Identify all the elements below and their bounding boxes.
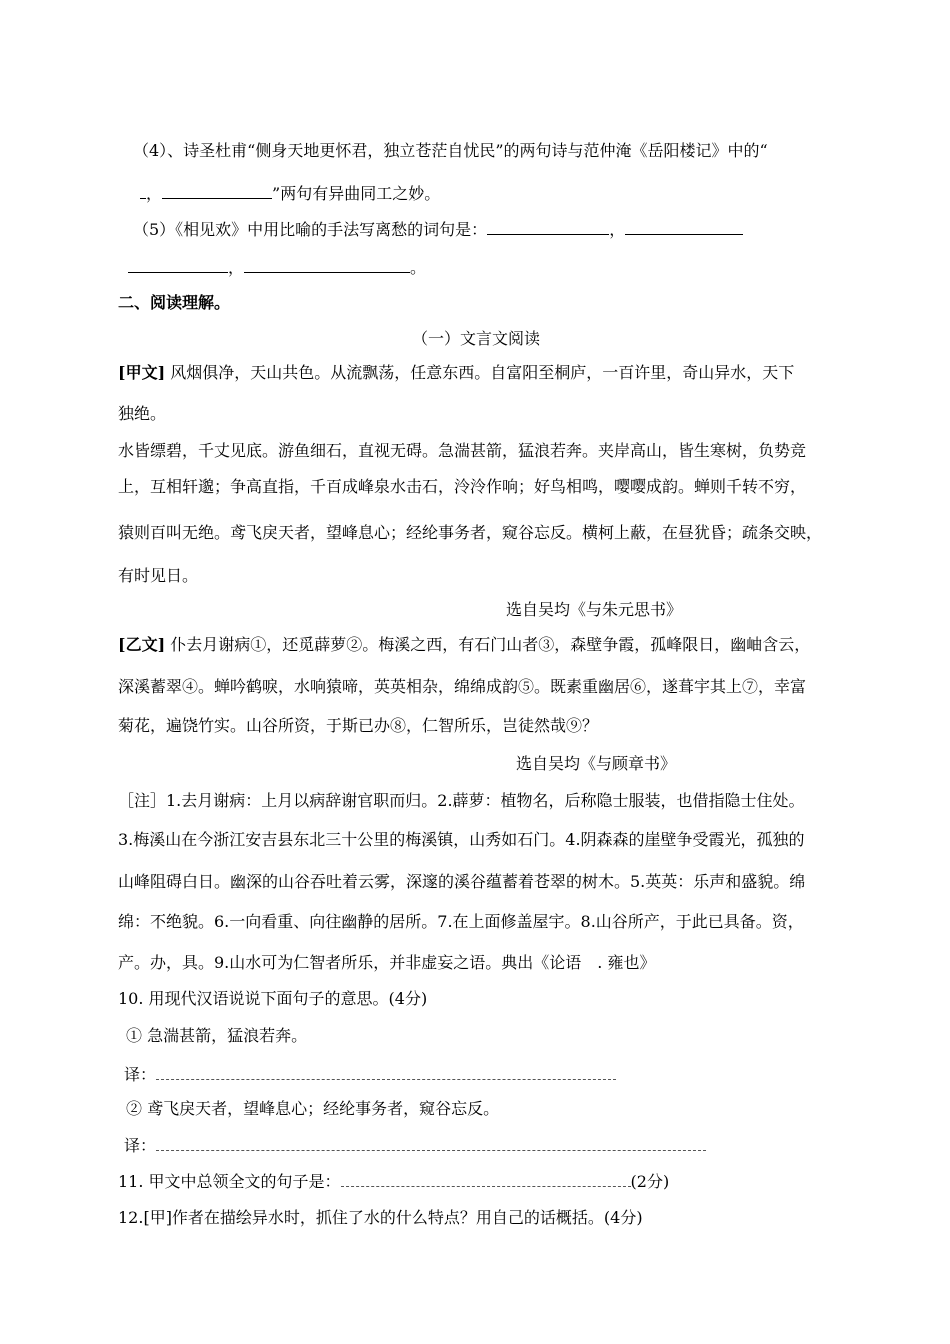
q10-trans1-answer-line[interactable]: [156, 1063, 616, 1080]
q5-blank-4[interactable]: [244, 256, 410, 273]
q10-stem: 10. 用现代汉语说说下面句子的意思。(4分): [118, 989, 428, 1008]
subsection-title: （一）文言文阅读: [412, 329, 541, 348]
notes-line5: 产。办，具。9.山水可为仁智者所乐，并非虚妄之语。典出《论语 . 雍也》: [118, 953, 656, 972]
yi-text-1: 仆去月谢病①，还觅薜萝②。梅溪之西，有石门山者③，森壁争霞，孤峰限日，幽岫含云，: [170, 635, 811, 654]
jia-line4: 上，互相轩邈；争高直指，千百成峰泉水击石，泠泠作响；好鸟相鸣，嘤嘤成韵。蝉则千转不穷，: [118, 477, 807, 496]
q5-text: （5）《相见欢》中用比喻的手法写离愁的词句是：: [133, 220, 488, 239]
yi-line2: 深溪蓄翠④。蝉吟鹤唳，水响猿啼，英英相杂，绵绵成韵⑤。既素重幽居⑥，遂葺宇其上⑦，幸富: [118, 677, 807, 696]
q4-comma: ，: [146, 184, 163, 203]
q4-line1: [133, 140, 768, 162]
q10-trans2: [124, 1134, 706, 1157]
q11-line: [118, 1170, 669, 1193]
q10-item2: ② 鸢飞戾天者，望峰息心；经纶事务者，窥谷忘反。: [126, 1099, 500, 1118]
jia-line3: 水皆缥碧，千丈见底。游鱼细石，直视无碍。急湍甚箭，猛浪若奔。夹岸高山，皆生寒树，负势竞: [118, 441, 807, 460]
jia-line2: 独绝。: [118, 404, 167, 423]
jia-source: 选自吴均《与朱元思书》: [506, 600, 683, 619]
q10-trans1: [124, 1063, 616, 1086]
q5-line2: [128, 256, 426, 279]
jia-text-1: 风烟俱净，天山共色。从流飘荡，任意东西。自富阳至桐庐，一百许里，奇山异水，天下: [170, 363, 795, 382]
q11-answer-line[interactable]: [341, 1170, 631, 1187]
q4-line2: [140, 182, 440, 205]
q4-blank-2[interactable]: [162, 182, 272, 199]
q5-line1: [133, 218, 743, 241]
q4-text: （4）、诗圣杜甫“侧身天地更怀君，独立苍茫自忧民”的两句诗与范仲淹《岳阳楼记》中的“: [133, 141, 768, 160]
q5-blank-3[interactable]: [128, 256, 228, 273]
q10-trans2-answer-line[interactable]: [156, 1134, 706, 1151]
q5-comma2: ，: [228, 258, 245, 277]
q11-stem: 11. 甲文中总领全文的句子是：: [118, 1172, 341, 1191]
jia-line5: 猿则百叫无绝。鸢飞戾天者，望峰息心；经纶事务者，窥谷忘反。横柯上蔽，在昼犹昏；疏条交映，: [118, 523, 823, 542]
q5-comma1: ，: [609, 220, 626, 239]
notes-line3: 山峰阻碍白日。幽深的山谷吞吐着云雾，深邃的溪谷蕴蓄着苍翠的树木。5.英英：乐声和盛貌。绵: [118, 872, 806, 891]
q10-trans1-label: 译：: [124, 1065, 157, 1084]
q11-score: (2分): [630, 1172, 670, 1191]
notes-line2: 3.梅溪山在今浙江安吉县东北三十公里的梅溪镇，山秀如石门。4.阴森森的崖壁争受霞光，孤独的: [118, 830, 805, 849]
jia-line1: [118, 362, 794, 384]
q4-end-text: ”两句有异曲同工之妙。: [272, 184, 441, 203]
notes-line4: 绵：不绝貌。6.一向看重、向往幽静的居所。7.在上面修盖屋宇。8.山谷所产，于此已具备。资，: [118, 912, 804, 931]
yi-source: 选自吴均《与顾章书》: [516, 754, 677, 773]
q10-trans2-label: 译：: [124, 1136, 157, 1155]
section-heading: 二、阅读理解。: [118, 293, 231, 312]
q5-blank-2[interactable]: [625, 218, 743, 235]
q5-period: 。: [410, 258, 427, 277]
yi-line3: 菊花，遍饶竹实。山谷所资，于斯已办⑧，仁智所乐，岂徒然哉⑨？: [118, 716, 599, 735]
q10-item1: ① 急湍甚箭，猛浪若奔。: [126, 1026, 308, 1045]
q12-stem: 12.[甲]作者在描绘异水时，抓住了水的什么特点？用自己的话概括。(4分): [118, 1208, 643, 1227]
jia-line6: 有时见日。: [118, 566, 199, 585]
jia-label: [甲文]: [118, 363, 166, 382]
yi-line1: [118, 634, 810, 656]
yi-label: [乙文]: [118, 635, 166, 654]
q5-blank-1[interactable]: [487, 218, 609, 235]
notes-line1: ［注］1.去月谢病：上月以病辞谢官职而归。2.薜萝：植物名，后称隐士服装，也借指隐士住处。: [118, 791, 805, 810]
